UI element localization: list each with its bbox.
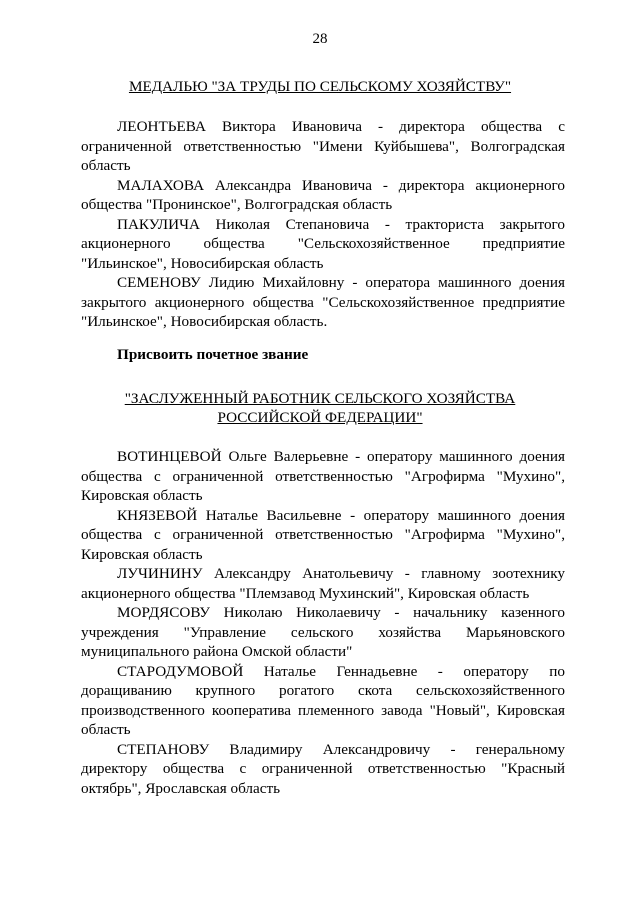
honorary-title-heading-line2: РОССИЙСКОЙ ФЕДЕРАЦИИ" xyxy=(217,409,423,426)
recipient-entry: МОРДЯСОВУ Николаю Николаевичу - начальнику казенного учреждения "Управление сельского хозяйства Марьяновского муниципального района Омской области" xyxy=(81,604,565,660)
recipient-entry: ПАКУЛИЧА Николая Степановича - тракториста закрытого акционерного общества "Сельскохозяйственное предприятие "Ильинское", Новосибирская область xyxy=(81,215,565,272)
medal-heading: МЕДАЛЬЮ "ЗА ТРУДЫ ПО СЕЛЬСКОМУ ХОЗЯЙСТВУ" xyxy=(128,78,512,95)
assign-title: Присвоить почетное звание xyxy=(117,346,309,363)
recipient-entry: МАЛАХОВА Александра Ивановича - директора акционерного общества "Пронинское", Волгоградская область xyxy=(81,176,565,213)
recipient-entry: ЛЕОНТЬЕВА Виктора Ивановича - директора общества с ограниченной ответственностью "Имени Куйбышева", Волгоградская область xyxy=(81,118,565,174)
honorary-recipients-list xyxy=(81,447,565,798)
recipient-entry: ЛУЧИНИНУ Александру Анатольевичу - главному зоотехнику акционерного общества "Племзавод Мухинский", Кировская область xyxy=(81,565,565,602)
recipient-entry: СТАРОДУМОВОЙ Наталье Геннадьевне - оператору по доращиванию крупного рогатого скота сельскохозяйственного производственного кооператива племенного завода "Новый", Кировская область xyxy=(81,662,565,738)
recipient-entry: ВОТИНЦЕВОЙ Ольге Валерьевне - оператору машинного доения общества с ограниченной ответственностью "Агрофирма "Мухино", Кировская область xyxy=(81,448,565,504)
page-number: 28 xyxy=(312,31,328,47)
honorary-title-heading-line1: "ЗАСЛУЖЕННЫЙ РАБОТНИК СЕЛЬСКОГО ХОЗЯЙСТВА xyxy=(124,390,516,407)
medal-recipients-list xyxy=(81,117,565,332)
recipient-entry: КНЯЗЕВОЙ Наталье Васильевне - оператору машинного доения общества с ограниченной ответственностью "Агрофирма "Мухино", Кировская область xyxy=(81,506,565,563)
recipient-entry: СТЕПАНОВУ Владимиру Александровичу - генеральному директору общества с ограниченной ответственностью "Красный октябрь", Ярославская область xyxy=(81,740,565,797)
recipient-entry: СЕМЕНОВУ Лидию Михайловну - оператора машинного доения закрытого акционерного общества "Сельскохозяйственное предприятие "Ильинское", Новосибирская область. xyxy=(81,274,565,330)
